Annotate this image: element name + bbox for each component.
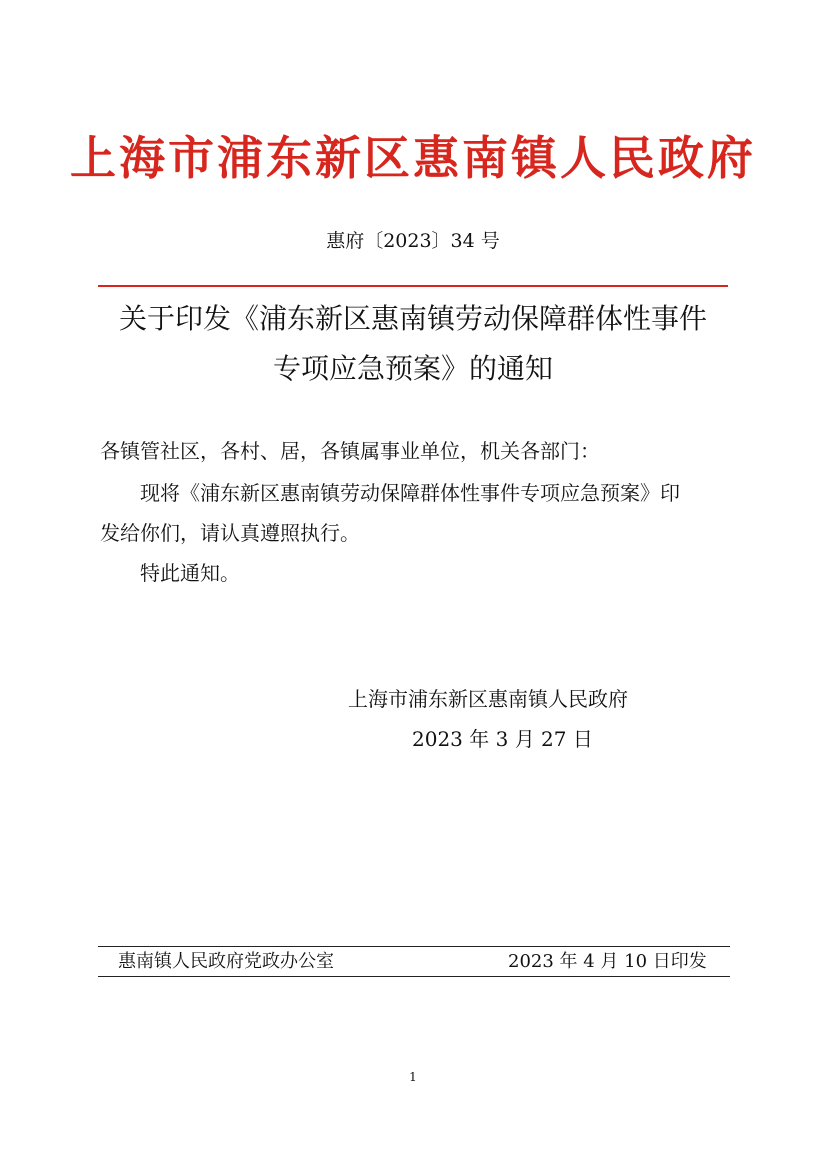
- footer-print-date: 2023 年 4 月 10 日印发: [508, 951, 707, 972]
- issuer-signature: 上海市浦东新区惠南镇人民政府: [348, 687, 628, 711]
- notice-title-line1: 关于印发《浦东新区惠南镇劳动保障群体性事件: [118, 302, 707, 335]
- body-paragraph-line2: 发给你们，请认真遵照执行。: [100, 521, 360, 545]
- masthead-title: 上海市浦东新区惠南镇人民政府: [70, 131, 756, 185]
- footer-top-rule: [98, 946, 730, 947]
- body-paragraph-line1: 现将《浦东新区惠南镇劳动保障群体性事件专项应急预案》印: [140, 481, 680, 505]
- red-divider: [98, 285, 728, 287]
- salutation: 各镇管社区，各村、居，各镇属事业单位，机关各部门：: [100, 439, 600, 463]
- document-number: 惠府〔2023〕34 号: [326, 230, 500, 252]
- footer-office: 惠南镇人民政府党政办公室: [118, 951, 334, 972]
- notice-title-line2: 专项应急预案》的通知: [272, 352, 553, 385]
- issue-date: 2023 年 3 月 27 日: [412, 727, 593, 751]
- page-number: 1: [409, 1070, 417, 1084]
- closing-remark: 特此通知。: [140, 561, 240, 585]
- footer-bottom-rule: [98, 976, 730, 977]
